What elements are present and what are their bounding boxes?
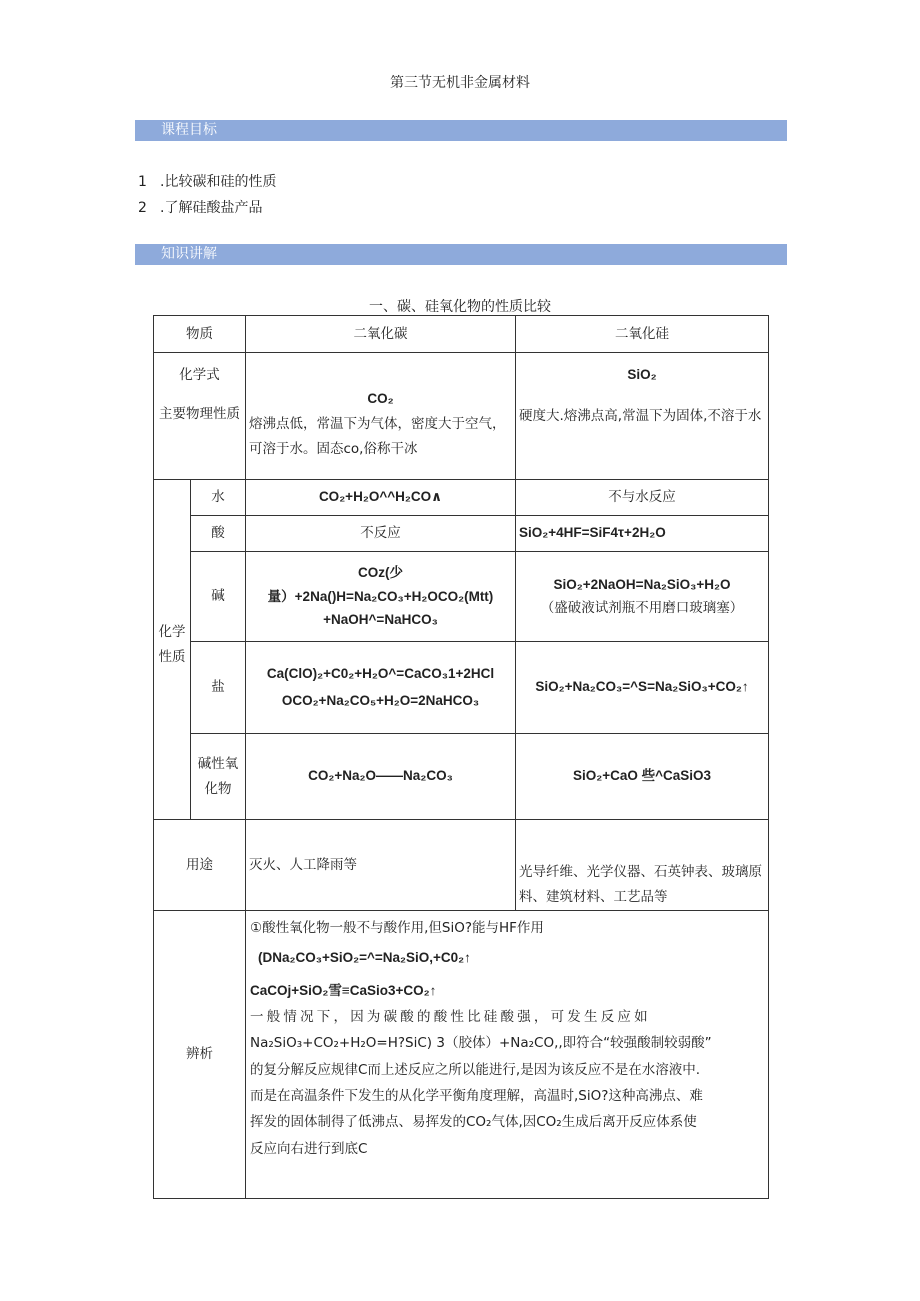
header-substance: 物质 [154, 316, 246, 353]
salt-sio2: SiO₂+Na₂CO₃=^S=Na₂SiO₃+CO₂↑ [516, 642, 769, 734]
acid-row [154, 516, 769, 552]
basic-oxide-label: 碱性氧化物 [191, 734, 246, 820]
sio2-formula: SiO₂ [627, 367, 657, 382]
chemical-label: 化学性质 [158, 623, 186, 665]
acid-sio2: SiO₂+4HF=SiF4τ+2H₂O [516, 516, 769, 552]
analysis-row [154, 911, 769, 1199]
goal-item [138, 197, 262, 217]
goal-number: 2 [138, 200, 147, 216]
goal-text: .了解硅酸盐产品 [160, 200, 263, 216]
salt-co2-line: OCO₂+Na₂CO₅+H₂O=2NaHCO₃ [281, 692, 480, 708]
analysis-label: 辨析 [154, 911, 246, 1199]
analysis-line: (DNa₂CO₃+SiO₂=^=Na₂SiO,+C0₂↑ [258, 950, 471, 966]
acid-label: 酸 [191, 516, 246, 552]
uses-label: 用途 [154, 820, 246, 911]
analysis-line: ①酸性氧化物一般不与酸作用,但SiO?能与HF作用 [250, 920, 544, 936]
page-title: 第三节无机非金属材料 [390, 75, 530, 91]
basic-oxide-co2: CO₂+Na₂O——Na₂CO₃ [246, 734, 516, 820]
header-row [154, 316, 769, 353]
goal-number: 1 [138, 174, 147, 190]
formula-physical-row [154, 353, 769, 480]
knowledge-section-bar [135, 244, 787, 265]
sio2-physical: 硬度大.熔沸点高,常温下为固体,不溶于水 [519, 407, 762, 424]
water-row [154, 480, 769, 516]
analysis-line: 而是在高温条件下发生的从化学平衡角度理解，高温时,SiO?这种高沸点、难 [250, 1087, 703, 1104]
goal-text: .比较碳和硅的性质 [160, 174, 277, 190]
base-label: 碱 [191, 552, 246, 642]
analysis-line: 的复分解反应规律C而上述反应之所以能进行,是因为该反应不是在水溶液中. [250, 1061, 701, 1078]
water-label: 水 [191, 480, 246, 516]
uses-sio2: 光导纤维、光学仪器、石英钟表、玻璃原料、建筑材料、工艺品等 [516, 820, 769, 911]
base-co2-line: +NaOH^=NaHCO₃ [323, 612, 438, 628]
co2-formula: CO₂ [367, 391, 394, 406]
header-sio2: 二氧化硅 [516, 316, 769, 353]
salt-row [154, 642, 769, 734]
base-sio2-equation: SiO₂+2NaOH=Na₂SiO₃+H₂O [553, 576, 731, 592]
base-sio2-note: （盛破液试剂瓶不用磨口玻璃塞） [540, 599, 744, 616]
goal-item [138, 171, 276, 191]
salt-label: 盐 [191, 642, 246, 734]
comparison-table [153, 315, 769, 1199]
basic-oxide-row [154, 734, 769, 820]
acid-co2: 不反应 [246, 516, 516, 552]
table-caption: 一、碳、硅氧化物的性质比较 [369, 299, 551, 315]
formula-label: 化学式 [179, 367, 220, 383]
header-co2: 二氧化碳 [246, 316, 516, 353]
knowledge-section-title: 知识讲解 [161, 246, 217, 262]
base-co2-line: COz(少 [358, 565, 403, 581]
analysis-line: 挥发的固体制得了低沸点、易挥发的CO₂气体,因CO₂生成后离开反应体系使 [250, 1114, 697, 1131]
goals-section-title: 课程目标 [161, 122, 217, 138]
analysis-line: Na₂SiO₃+CO₂+H₂O=H?SiC) 3（胶体）+Na₂CO,,即符合“较强酸制较弱酸” [250, 1035, 712, 1052]
goals-section-bar [135, 120, 787, 141]
base-row [154, 552, 769, 642]
co2-physical: 熔沸点低，常温下为气体，密度大于空气，可溶于水。固态co,俗称干冰 [249, 415, 506, 457]
analysis-line: 一般情况下，因为碳酸的酸性比硅酸强，可发生反应如 [250, 1008, 651, 1025]
salt-co2-line: Ca(ClO)₂+C0₂+H₂O^=CaCO₃1+2HCl [266, 666, 495, 682]
base-co2-line: 量）+2Na()H=Na₂CO₃+H₂OCO₂(Mtt) [267, 588, 494, 604]
analysis-line: CaCOj+SiO₂雪≡CaSio3+CO₂↑ [250, 982, 437, 998]
physical-label: 主要物理性质 [159, 405, 240, 422]
uses-co2: 灭火、人工降雨等 [246, 820, 516, 911]
water-co2: CO₂+H₂O^^H₂CO∧ [246, 480, 516, 516]
basic-oxide-sio2: SiO₂+CaO 些^CaSiO3 [516, 734, 769, 820]
uses-row [154, 820, 769, 911]
water-sio2: 不与水反应 [516, 480, 769, 516]
analysis-line: 反应向右进行到底C [250, 1140, 368, 1157]
